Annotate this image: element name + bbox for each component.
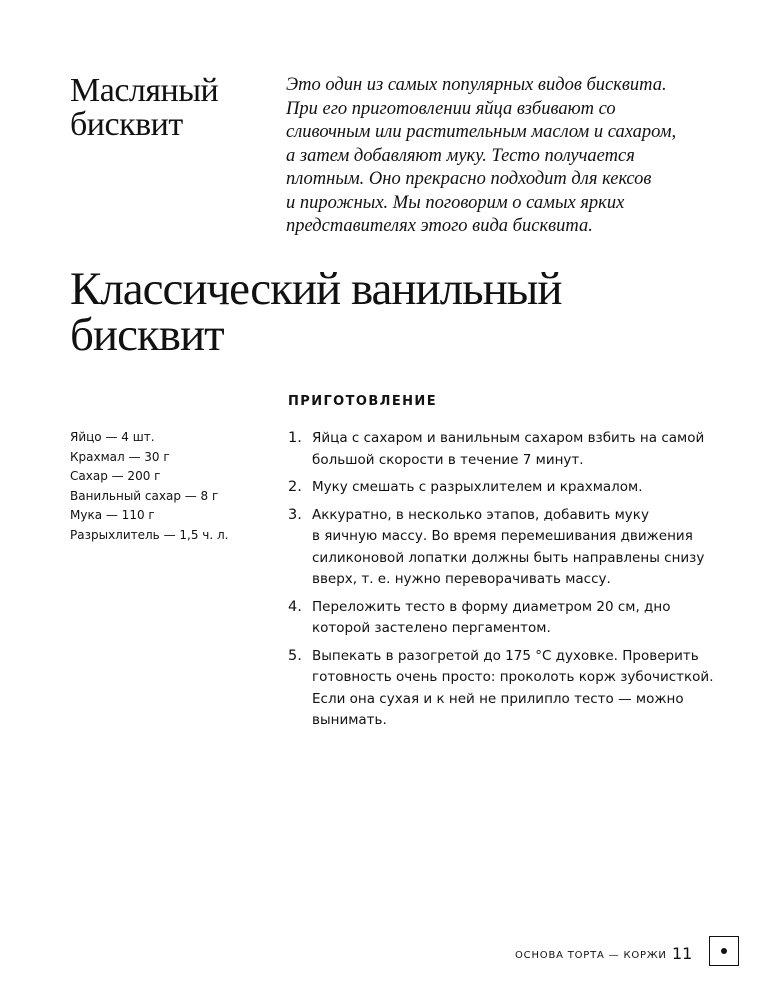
- ingredients-list: [70, 428, 270, 546]
- step-item: [288, 646, 714, 732]
- step-item: [288, 477, 708, 499]
- step-line: Переложить тесто в форму диаметром 20 см, дно: [312, 598, 671, 615]
- page-marker: [709, 936, 739, 966]
- step-line: которой застелено пергаментом.: [312, 620, 551, 636]
- ingredient-item: Разрыхлитель — 1,5 ч. л.: [70, 527, 229, 542]
- recipe-title-line: Классический ванильный: [70, 263, 562, 315]
- step-line: Яйца с сахаром и ванильным сахаром взбить на самой: [312, 430, 705, 446]
- step-line: Выпекать в разогретой до 175 °С духовке. Проверить: [312, 647, 699, 664]
- page-number: 11: [672, 944, 693, 963]
- dot-icon: [721, 948, 727, 954]
- step-item: [288, 428, 708, 471]
- step-number: 3.: [288, 506, 302, 523]
- step-number: 2.: [288, 479, 302, 495]
- intro-line: При его приготовлении яйца взбивают со: [286, 98, 616, 119]
- step-line: Если она сухая и к ней не прилипло тесто — можно: [312, 690, 684, 707]
- step-line: Муку смешать с разрыхлителем и крахмалом.: [312, 479, 643, 495]
- step-number: 1.: [288, 430, 302, 446]
- intro-line: и пирожных. Мы поговорим о самых ярких: [286, 192, 625, 213]
- running-footer: ОСНОВА ТОРТА — КОРЖИ: [515, 950, 667, 961]
- ingredient-item: Яйцо — 4 шт.: [70, 430, 155, 444]
- step-line: силиконовой лопатки должны быть направлены снизу: [312, 549, 705, 566]
- step-line: Аккуратно, в несколько этапов, добавить муку: [312, 506, 649, 523]
- ingredient-item: Сахар — 200 г: [70, 469, 161, 484]
- section-title: Масляный бисквит: [70, 72, 219, 143]
- intro-line: представителях этого вида бисквита.: [286, 216, 593, 236]
- step-number: 5.: [288, 647, 302, 664]
- step-item: [288, 597, 708, 640]
- intro-line: Это один из самых популярных видов бисквита.: [286, 75, 667, 95]
- step-line: большой скорости в течение 7 минут.: [312, 451, 584, 468]
- step-line: вынимать.: [312, 712, 387, 728]
- step-number: 4.: [288, 598, 302, 615]
- intro-line: а затем добавляют муку. Тесто получается: [286, 145, 635, 166]
- intro-line: сливочным или растительным маслом и сахаром,: [286, 122, 677, 142]
- recipe-title: [70, 263, 730, 361]
- recipe-title-line: бисквит: [70, 309, 224, 361]
- preparation-steps: [288, 428, 714, 738]
- step-line: готовность очень просто: проколоть корж зубочисткой.: [312, 669, 714, 685]
- ingredient-item: Ванильный сахар — 8 г: [70, 488, 219, 503]
- step-line: вверх, т. е. нужно переворачивать массу.: [312, 571, 611, 587]
- preparation-heading: ПРИГОТОВЛЕНИЕ: [288, 394, 437, 409]
- ingredient-item: Мука — 110 г: [70, 508, 155, 523]
- step-item: [288, 505, 708, 591]
- step-line: в яичную массу. Во время перемешивания движения: [312, 528, 693, 544]
- intro-paragraph: [286, 74, 706, 239]
- ingredient-item: Крахмал — 30 г: [70, 449, 170, 464]
- intro-line: плотным. Оно прекрасно подходит для кексов: [286, 169, 652, 189]
